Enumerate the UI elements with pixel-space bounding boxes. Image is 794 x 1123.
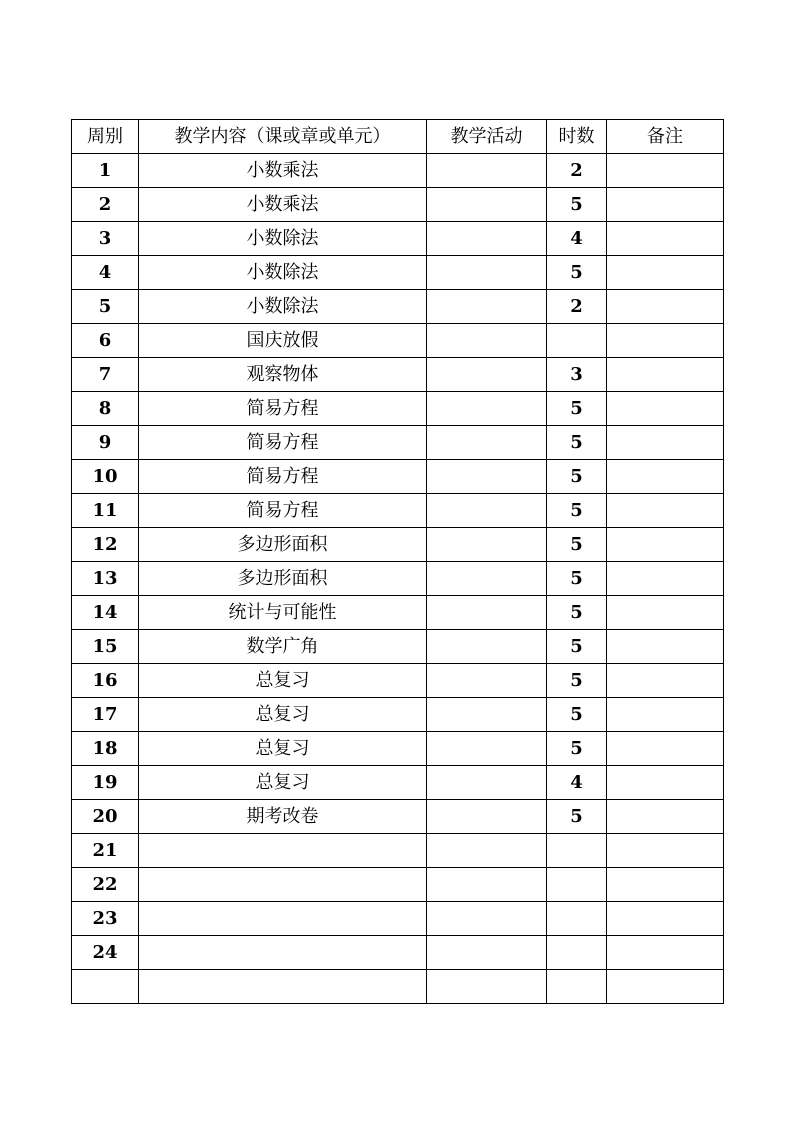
table-row [72, 494, 724, 528]
cell-week: 21 [72, 834, 139, 868]
cell-hours [547, 902, 607, 936]
cell-hours [547, 970, 607, 1004]
cell-notes [607, 528, 724, 562]
cell-content: 简易方程 [139, 392, 427, 426]
cell-activity [427, 324, 547, 358]
cell-hours: 5 [547, 392, 607, 426]
cell-content [139, 834, 427, 868]
cell-content: 数学广角 [139, 630, 427, 664]
cell-activity [427, 562, 547, 596]
table-row [72, 154, 724, 188]
cell-hours: 5 [547, 664, 607, 698]
table-row [72, 664, 724, 698]
cell-activity [427, 528, 547, 562]
cell-week: 14 [72, 596, 139, 630]
cell-activity [427, 936, 547, 970]
cell-notes [607, 766, 724, 800]
cell-notes [607, 494, 724, 528]
cell-notes [607, 188, 724, 222]
cell-week: 18 [72, 732, 139, 766]
cell-activity [427, 426, 547, 460]
cell-week: 16 [72, 664, 139, 698]
cell-activity [427, 290, 547, 324]
cell-week [72, 970, 139, 1004]
cell-week: 20 [72, 800, 139, 834]
cell-hours [547, 324, 607, 358]
table-row [72, 902, 724, 936]
cell-hours: 2 [547, 154, 607, 188]
teaching-schedule-table [71, 119, 724, 1004]
cell-hours: 4 [547, 766, 607, 800]
cell-hours: 5 [547, 426, 607, 460]
cell-activity [427, 630, 547, 664]
table-row [72, 222, 724, 256]
cell-hours: 4 [547, 222, 607, 256]
cell-content [139, 970, 427, 1004]
cell-week: 4 [72, 256, 139, 290]
cell-hours: 5 [547, 188, 607, 222]
cell-content: 总复习 [139, 698, 427, 732]
cell-notes [607, 392, 724, 426]
cell-activity [427, 970, 547, 1004]
cell-content: 简易方程 [139, 460, 427, 494]
header-row [72, 120, 724, 154]
cell-content: 简易方程 [139, 426, 427, 460]
cell-week: 1 [72, 154, 139, 188]
cell-activity [427, 902, 547, 936]
cell-content [139, 868, 427, 902]
header-hours: 时数 [547, 120, 607, 154]
cell-activity [427, 596, 547, 630]
table-row [72, 936, 724, 970]
cell-activity [427, 154, 547, 188]
cell-notes [607, 868, 724, 902]
cell-activity [427, 834, 547, 868]
cell-week: 15 [72, 630, 139, 664]
cell-week: 12 [72, 528, 139, 562]
table-row [72, 358, 724, 392]
cell-hours: 3 [547, 358, 607, 392]
cell-notes [607, 290, 724, 324]
table-row [72, 562, 724, 596]
cell-week: 2 [72, 188, 139, 222]
cell-activity [427, 800, 547, 834]
header-week: 周别 [72, 120, 139, 154]
cell-hours [547, 936, 607, 970]
cell-hours: 2 [547, 290, 607, 324]
table-row [72, 256, 724, 290]
cell-week: 8 [72, 392, 139, 426]
cell-hours: 5 [547, 256, 607, 290]
cell-content: 国庆放假 [139, 324, 427, 358]
cell-week: 19 [72, 766, 139, 800]
cell-content: 观察物体 [139, 358, 427, 392]
cell-notes [607, 970, 724, 1004]
cell-hours: 5 [547, 596, 607, 630]
table-row [72, 970, 724, 1004]
table-row [72, 324, 724, 358]
cell-activity [427, 188, 547, 222]
cell-notes [607, 664, 724, 698]
cell-content: 多边形面积 [139, 562, 427, 596]
table-row [72, 834, 724, 868]
table-row [72, 868, 724, 902]
table-row [72, 290, 724, 324]
cell-notes [607, 698, 724, 732]
cell-week: 17 [72, 698, 139, 732]
cell-content [139, 936, 427, 970]
cell-week: 9 [72, 426, 139, 460]
cell-week: 7 [72, 358, 139, 392]
cell-activity [427, 664, 547, 698]
table-header [72, 120, 724, 154]
cell-content [139, 902, 427, 936]
cell-activity [427, 698, 547, 732]
cell-content: 总复习 [139, 664, 427, 698]
cell-notes [607, 834, 724, 868]
cell-hours [547, 868, 607, 902]
cell-hours: 5 [547, 562, 607, 596]
table-row [72, 426, 724, 460]
table-body [72, 154, 724, 1004]
table-row [72, 596, 724, 630]
cell-activity [427, 222, 547, 256]
cell-activity [427, 392, 547, 426]
cell-notes [607, 800, 724, 834]
cell-activity [427, 256, 547, 290]
cell-notes [607, 256, 724, 290]
cell-hours: 5 [547, 800, 607, 834]
cell-notes [607, 358, 724, 392]
table-row [72, 188, 724, 222]
cell-hours: 5 [547, 460, 607, 494]
cell-hours [547, 834, 607, 868]
cell-content: 小数除法 [139, 290, 427, 324]
cell-week: 23 [72, 902, 139, 936]
cell-week: 10 [72, 460, 139, 494]
cell-notes [607, 936, 724, 970]
cell-notes [607, 596, 724, 630]
cell-hours: 5 [547, 494, 607, 528]
table-row [72, 460, 724, 494]
cell-content: 统计与可能性 [139, 596, 427, 630]
cell-activity [427, 766, 547, 800]
cell-week: 3 [72, 222, 139, 256]
cell-hours: 5 [547, 732, 607, 766]
header-notes: 备注 [607, 120, 724, 154]
cell-activity [427, 460, 547, 494]
cell-hours: 5 [547, 528, 607, 562]
cell-notes [607, 324, 724, 358]
cell-hours: 5 [547, 630, 607, 664]
cell-notes [607, 426, 724, 460]
cell-content: 期考改卷 [139, 800, 427, 834]
cell-notes [607, 154, 724, 188]
cell-week: 5 [72, 290, 139, 324]
cell-notes [607, 222, 724, 256]
cell-notes [607, 562, 724, 596]
cell-week: 24 [72, 936, 139, 970]
cell-activity [427, 868, 547, 902]
cell-content: 小数乘法 [139, 154, 427, 188]
cell-notes [607, 460, 724, 494]
cell-week: 13 [72, 562, 139, 596]
table-row [72, 392, 724, 426]
header-activity: 教学活动 [427, 120, 547, 154]
cell-activity [427, 732, 547, 766]
table-row [72, 766, 724, 800]
cell-content: 小数除法 [139, 222, 427, 256]
cell-content: 小数除法 [139, 256, 427, 290]
cell-activity [427, 494, 547, 528]
table-row [72, 732, 724, 766]
cell-notes [607, 902, 724, 936]
cell-content: 总复习 [139, 766, 427, 800]
cell-week: 6 [72, 324, 139, 358]
cell-week: 22 [72, 868, 139, 902]
cell-content: 多边形面积 [139, 528, 427, 562]
cell-content: 总复习 [139, 732, 427, 766]
table-row [72, 630, 724, 664]
table-row [72, 698, 724, 732]
cell-hours: 5 [547, 698, 607, 732]
header-content: 教学内容（课或章或单元） [139, 120, 427, 154]
cell-week: 11 [72, 494, 139, 528]
cell-activity [427, 358, 547, 392]
cell-content: 简易方程 [139, 494, 427, 528]
cell-notes [607, 732, 724, 766]
teaching-plan-sheet [71, 119, 723, 1004]
cell-content: 小数乘法 [139, 188, 427, 222]
table-row [72, 800, 724, 834]
table-row [72, 528, 724, 562]
cell-notes [607, 630, 724, 664]
